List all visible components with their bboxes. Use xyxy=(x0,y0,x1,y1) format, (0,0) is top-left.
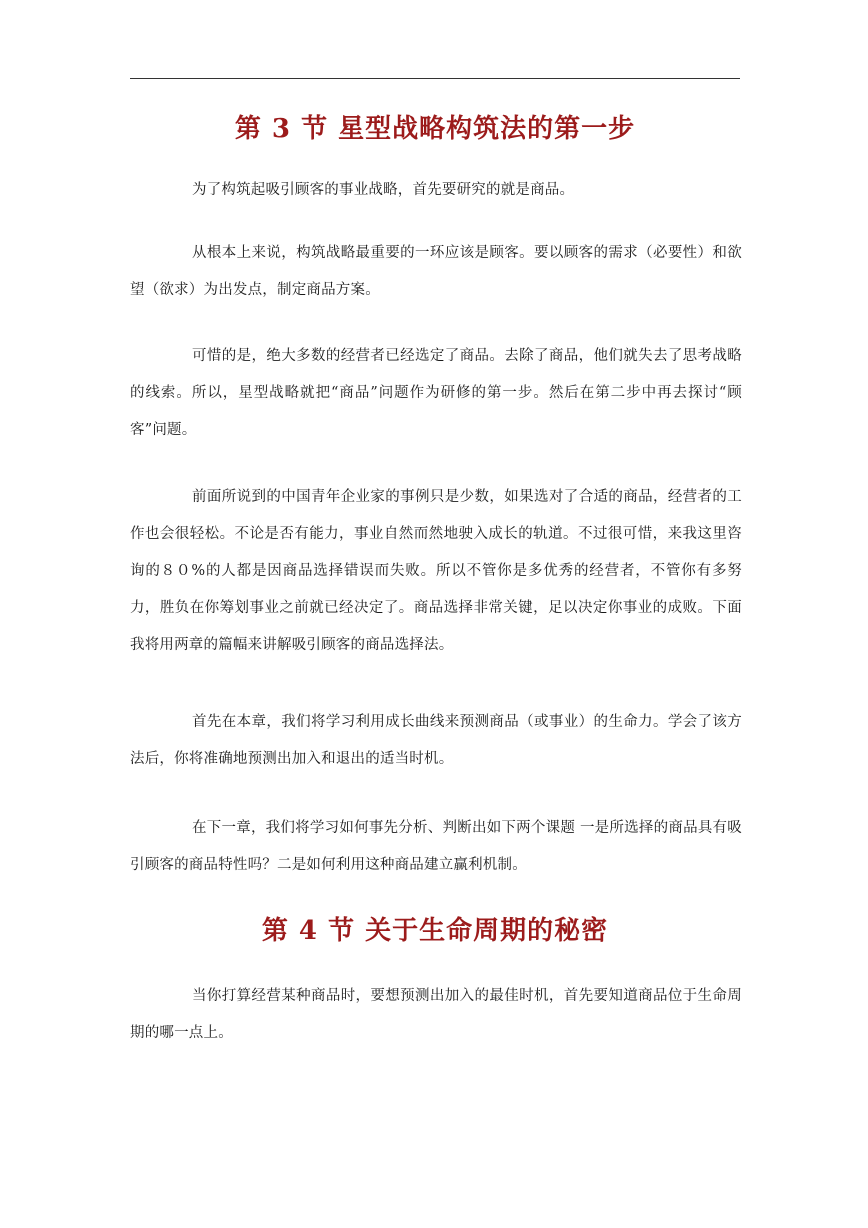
paragraph: 从根本上来说，构筑战略最重要的一环应该是顾客。要以顾客的需求（必要性）和欲望（欲求）为出发点，制定商品方案。 xyxy=(130,245,742,298)
section-3-heading: 第 3 节 星型战略构筑法的第一步 xyxy=(234,114,636,144)
paragraph: 当你打算经营某种商品时，要想预测出加入的最佳时机，首先要知道商品位于生命周期的哪一点上。 xyxy=(130,988,742,1041)
paragraph: 为了构筑起吸引顾客的事业战略，首先要研究的就是商品。 xyxy=(192,182,575,198)
header-rule xyxy=(130,78,740,79)
paragraph: 可惜的是，绝大多数的经营者已经选定了商品。去除了商品，他们就失去了思考战略的线索。所以，星型战略就把“商品”问题作为研修的第一步。然后在第二步中再去探讨“顾客”问题。 xyxy=(130,348,742,438)
paragraph: 在下一章，我们将学习如何事先分析、判断出如下两个课题 一是所选择的商品具有吸引顾客的商品特性吗？二是如何利用这种商品建立赢利机制。 xyxy=(130,820,742,873)
section-4-heading: 第 4 节 关于生命周期的秘密 xyxy=(261,916,609,946)
paragraph: 首先在本章，我们将学习利用成长曲线来预测商品（或事业）的生命力。学会了该方法后，你将准确地预测出加入和退出的适当时机。 xyxy=(130,714,742,767)
paragraph: 前面所说到的中国青年企业家的事例只是少数，如果选对了合适的商品，经营者的工作也会很轻松。不论是否有能力，事业自然而然地驶入成长的轨道。不过很可惜，来我这里咨询的８０%的人都是因商品选择错误而失败。所以不管你是多优秀的经营者，不管你有多努力，胜负在你筹划事业之前就已经决定了。商品选择非常关键，足以决定你事业的成败。下面我将用两章的篇幅来讲解吸引顾客的商品选择法。 xyxy=(130,489,742,653)
